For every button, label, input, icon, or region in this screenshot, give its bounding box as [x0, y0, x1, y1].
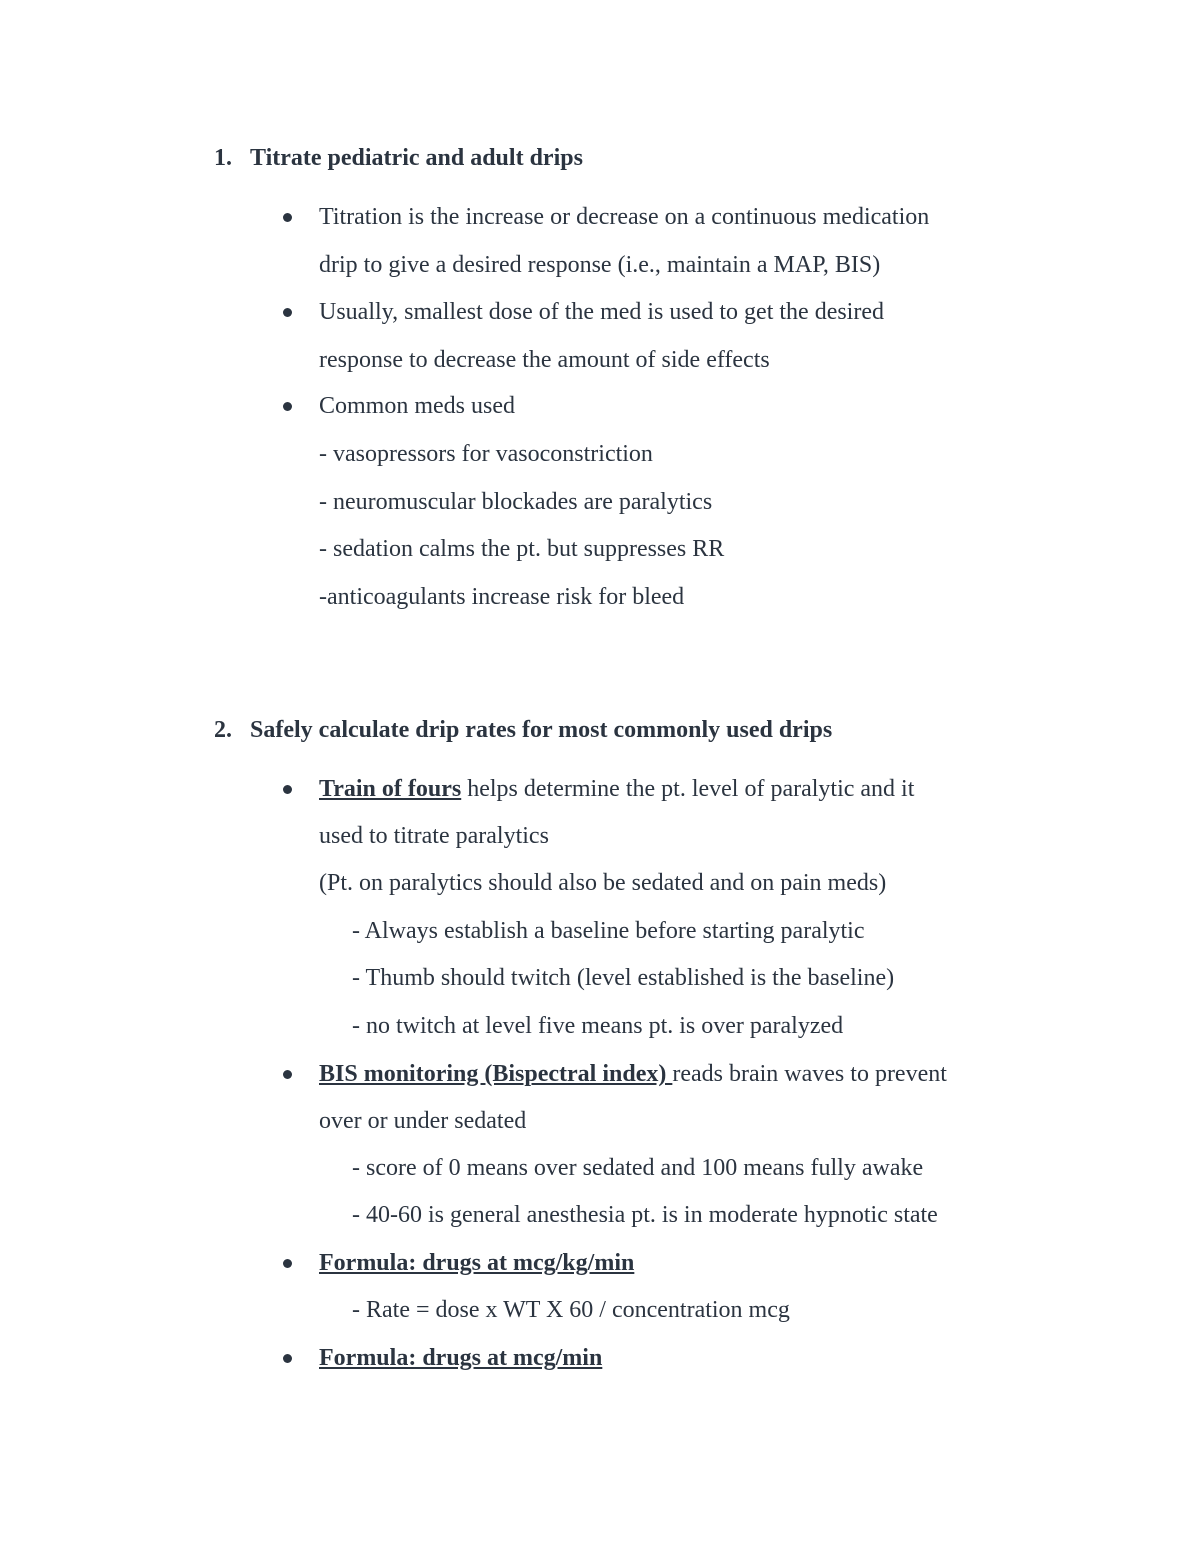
s2-b1-line3: (Pt. on paralytics should also be sedated and on pain meds): [319, 870, 887, 896]
section-1-number: 1.: [214, 145, 232, 171]
bullet-icon: [283, 1070, 292, 1079]
section-2-heading: [214, 716, 832, 744]
section-2-number: 2.: [214, 717, 232, 743]
s2-b1-line1: [319, 775, 914, 803]
section-1-title: Titrate pediatric and adult drips: [250, 145, 583, 171]
s2-b2-line2: over or under sedated: [319, 1108, 527, 1134]
s2-b2-line1: [319, 1060, 947, 1088]
formula-mcg-min-term: Formula: drugs at mcg/min: [319, 1345, 603, 1371]
s2-b2-item: - 40-60 is general anesthesia pt. is in moderate hypnotic state: [352, 1202, 938, 1228]
s2-b1-line1-rest: helps determine the pt. level of paralytic and it: [461, 776, 915, 802]
s2-b1-line2: used to titrate paralytics: [319, 823, 549, 849]
bullet-icon: [283, 1354, 292, 1363]
section-2-title: Safely calculate drip rates for most commonly used drips: [250, 717, 833, 743]
bullet-icon: [283, 402, 292, 411]
s1-b1-line1: Titration is the increase or decrease on a continuous medication: [319, 204, 930, 230]
s1-b3-line1: Common meds used: [319, 393, 515, 419]
s2-b4-line1: [319, 1344, 602, 1372]
s1-b3-item: -anticoagulants increase risk for bleed: [319, 584, 685, 610]
s2-b3-line1: [319, 1249, 634, 1277]
s2-b1-item: - Always establish a baseline before starting paralytic: [352, 918, 865, 944]
s2-b2-line1-rest: reads brain waves to prevent: [672, 1061, 947, 1087]
train-of-fours-term: Train of fours: [319, 776, 462, 802]
bis-monitoring-term: BIS monitoring (Bispectral index): [319, 1061, 673, 1087]
section-1-heading: [214, 144, 583, 172]
bullet-icon: [283, 308, 292, 317]
formula-mcg-kg-min-term: Formula: drugs at mcg/kg/min: [319, 1250, 635, 1276]
s1-b3-item: - sedation calms the pt. but suppresses RR: [319, 536, 725, 562]
s2-b1-item: - no twitch at level five means pt. is over paralyzed: [352, 1013, 844, 1039]
bullet-icon: [283, 1259, 292, 1268]
s2-b3-item: - Rate = dose x WT X 60 / concentration mcg: [352, 1297, 790, 1323]
s1-b3-item: - neuromuscular blockades are paralytics: [319, 489, 713, 515]
s2-b2-item: - score of 0 means over sedated and 100 means fully awake: [352, 1155, 924, 1181]
s1-b3-item: - vasopressors for vasoconstriction: [319, 441, 653, 467]
s1-b1-line2: drip to give a desired response (i.e., maintain a MAP, BIS): [319, 252, 881, 278]
s2-b1-item: - Thumb should twitch (level established is the baseline): [352, 965, 895, 991]
s1-b2-line1: Usually, smallest dose of the med is used to get the desired: [319, 299, 884, 325]
s1-b2-line2: response to decrease the amount of side effects: [319, 347, 770, 373]
bullet-icon: [283, 213, 292, 222]
bullet-icon: [283, 785, 292, 794]
